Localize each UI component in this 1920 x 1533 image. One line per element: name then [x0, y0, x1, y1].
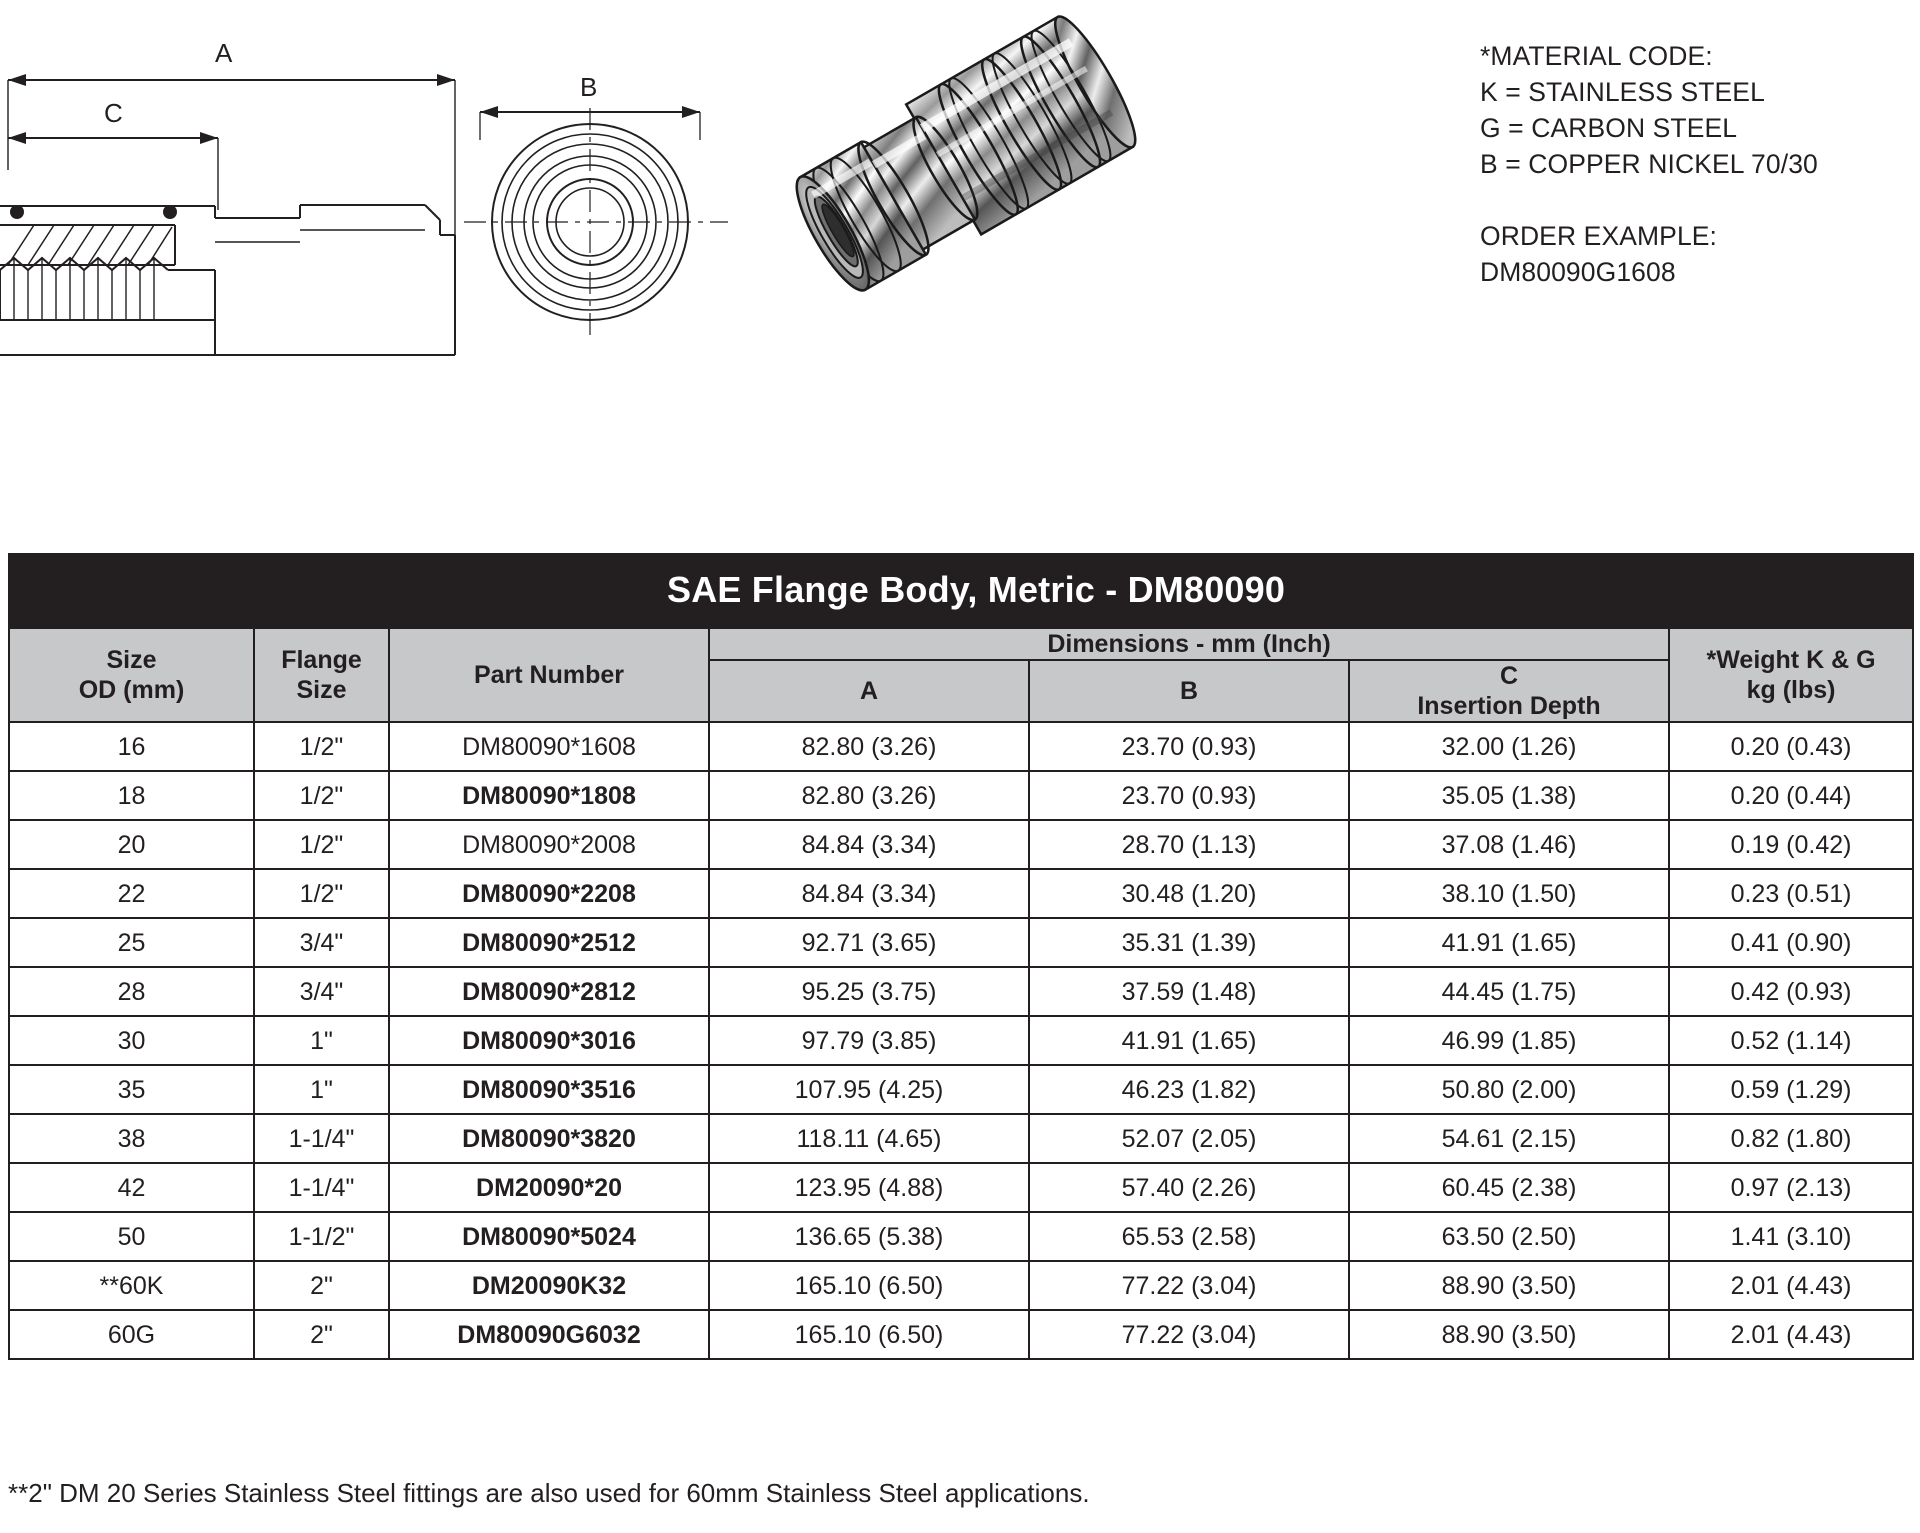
cell-weight: 0.97 (2.13): [1669, 1163, 1913, 1212]
table-title: SAE Flange Body, Metric - DM80090: [9, 554, 1913, 628]
spec-table-container: [8, 553, 1912, 1360]
cell-part-number: DM80090*2812: [389, 967, 709, 1016]
cell-dim-a: 95.25 (3.75): [709, 967, 1029, 1016]
cell-size-od: 50: [9, 1212, 254, 1261]
cell-flange-size: 1": [254, 1016, 389, 1065]
material-code-g: G = CARBON STEEL: [1480, 113, 1738, 143]
cell-size-od: **60K: [9, 1261, 254, 1310]
table-row: [9, 820, 1913, 869]
table-row: [9, 722, 1913, 771]
cell-part-number: DM80090*2208: [389, 869, 709, 918]
cell-part-number: DM80090*2008: [389, 820, 709, 869]
cell-dim-b: 23.70 (0.93): [1029, 771, 1349, 820]
cell-weight: 0.52 (1.14): [1669, 1016, 1913, 1065]
header-flange-size-line2: Size: [296, 676, 347, 704]
cell-weight: 0.19 (0.42): [1669, 820, 1913, 869]
cell-weight: 0.59 (1.29): [1669, 1065, 1913, 1114]
order-example-value: DM80090G1608: [1480, 257, 1676, 287]
cell-weight: 2.01 (4.43): [1669, 1310, 1913, 1359]
cell-dim-b: 77.22 (3.04): [1029, 1310, 1349, 1359]
header-flange-size: [254, 628, 389, 722]
cell-dim-c: 88.90 (3.50): [1349, 1261, 1669, 1310]
cell-part-number: DM20090*20: [389, 1163, 709, 1212]
cell-dim-b: 37.59 (1.48): [1029, 967, 1349, 1016]
table-row: [9, 1065, 1913, 1114]
cell-flange-size: 1": [254, 1065, 389, 1114]
header-part-number: Part Number: [389, 628, 709, 722]
cell-part-number: DM20090K32: [389, 1261, 709, 1310]
header-size-od-line2: OD (mm): [78, 676, 185, 704]
cell-size-od: 16: [9, 722, 254, 771]
cell-flange-size: 1/2": [254, 820, 389, 869]
cell-dim-c: 38.10 (1.50): [1349, 869, 1669, 918]
cell-part-number: DM80090G6032: [389, 1310, 709, 1359]
cell-weight: 0.20 (0.43): [1669, 722, 1913, 771]
header-dim-c-line1: C: [1499, 662, 1519, 690]
cell-part-number: DM80090*3516: [389, 1065, 709, 1114]
cell-weight: 0.23 (0.51): [1669, 869, 1913, 918]
cell-dim-c: 37.08 (1.46): [1349, 820, 1669, 869]
cell-dim-a: 118.11 (4.65): [709, 1114, 1029, 1163]
cell-size-od: 28: [9, 967, 254, 1016]
header-weight-line1: *Weight K & G: [1706, 646, 1876, 674]
cell-dim-c: 35.05 (1.38): [1349, 771, 1669, 820]
table-title-row: [9, 554, 1913, 628]
table-row: [9, 1212, 1913, 1261]
cell-size-od: 18: [9, 771, 254, 820]
cell-flange-size: 1-1/2": [254, 1212, 389, 1261]
cell-flange-size: 1/2": [254, 869, 389, 918]
cell-dim-c: 54.61 (2.15): [1349, 1114, 1669, 1163]
cell-size-od: 42: [9, 1163, 254, 1212]
header-dim-c: [1349, 660, 1669, 722]
order-example-heading: ORDER EXAMPLE:: [1480, 221, 1718, 251]
table-body: [9, 722, 1913, 1359]
spacer: [1480, 182, 1900, 218]
cell-size-od: 30: [9, 1016, 254, 1065]
cell-flange-size: 2": [254, 1310, 389, 1359]
table-row: [9, 771, 1913, 820]
cell-weight: 0.20 (0.44): [1669, 771, 1913, 820]
header-dimensions-group: Dimensions - mm (Inch): [709, 628, 1669, 660]
cell-flange-size: 3/4": [254, 918, 389, 967]
cell-weight: 2.01 (4.43): [1669, 1261, 1913, 1310]
header-size-od: [9, 628, 254, 722]
cell-dim-c: 63.50 (2.50): [1349, 1212, 1669, 1261]
cell-dim-a: 82.80 (3.26): [709, 771, 1029, 820]
cell-dim-c: 41.91 (1.65): [1349, 918, 1669, 967]
cell-dim-c: 50.80 (2.00): [1349, 1065, 1669, 1114]
header-dim-c-line2: Insertion Depth: [1417, 692, 1601, 720]
spec-table: [8, 553, 1914, 1360]
cell-flange-size: 1-1/4": [254, 1163, 389, 1212]
cell-dim-c: 32.00 (1.26): [1349, 722, 1669, 771]
illustration-area: [0, 0, 1920, 430]
cell-part-number: DM80090*1608: [389, 722, 709, 771]
table-footnote: **2" DM 20 Series Stainless Steel fittings are also used for 60mm Stainless Steel applications.: [8, 1478, 1090, 1508]
cell-weight: 0.42 (0.93): [1669, 967, 1913, 1016]
cell-dim-b: 52.07 (2.05): [1029, 1114, 1349, 1163]
product-photo: [740, 10, 1200, 340]
cell-dim-b: 35.31 (1.39): [1029, 918, 1349, 967]
material-code-k: K = STAINLESS STEEL: [1480, 77, 1765, 107]
table-head: [9, 554, 1913, 722]
header-dim-a: A: [709, 660, 1029, 722]
cell-dim-a: 82.80 (3.26): [709, 722, 1029, 771]
cell-dim-c: 60.45 (2.38): [1349, 1163, 1669, 1212]
dimension-label-a: A: [215, 38, 233, 68]
header-row-1: [9, 628, 1913, 660]
cell-size-od: 25: [9, 918, 254, 967]
material-code-heading: *MATERIAL CODE:: [1480, 41, 1713, 71]
cell-part-number: DM80090*3016: [389, 1016, 709, 1065]
table-row: [9, 918, 1913, 967]
table-row: [9, 1016, 1913, 1065]
cell-dim-c: 44.45 (1.75): [1349, 967, 1669, 1016]
cell-dim-a: 84.84 (3.34): [709, 820, 1029, 869]
cell-dim-b: 41.91 (1.65): [1029, 1016, 1349, 1065]
cell-size-od: 60G: [9, 1310, 254, 1359]
cell-dim-b: 23.70 (0.93): [1029, 722, 1349, 771]
dimension-label-c: C: [104, 98, 123, 128]
header-size-od-line1: Size: [106, 646, 157, 674]
table-row: [9, 1310, 1913, 1359]
cell-flange-size: 1-1/4": [254, 1114, 389, 1163]
cell-size-od: 35: [9, 1065, 254, 1114]
cell-part-number: DM80090*2512: [389, 918, 709, 967]
cell-dim-b: 57.40 (2.26): [1029, 1163, 1349, 1212]
cell-dim-a: 165.10 (6.50): [709, 1261, 1029, 1310]
table-row: [9, 1261, 1913, 1310]
cell-dim-c: 88.90 (3.50): [1349, 1310, 1669, 1359]
cell-dim-a: 84.84 (3.34): [709, 869, 1029, 918]
cell-part-number: DM80090*3820: [389, 1114, 709, 1163]
table-row: [9, 967, 1913, 1016]
header-dim-b: B: [1029, 660, 1349, 722]
cell-dim-a: 97.79 (3.85): [709, 1016, 1029, 1065]
cell-dim-c: 46.99 (1.85): [1349, 1016, 1669, 1065]
cell-flange-size: 1/2": [254, 722, 389, 771]
cell-dim-a: 165.10 (6.50): [709, 1310, 1029, 1359]
cell-weight: 1.41 (3.10): [1669, 1212, 1913, 1261]
cell-weight: 0.41 (0.90): [1669, 918, 1913, 967]
cell-weight: 0.82 (1.80): [1669, 1114, 1913, 1163]
header-flange-size-line1: Flange: [281, 646, 362, 674]
cell-part-number: DM80090*5024: [389, 1212, 709, 1261]
cell-dim-a: 107.95 (4.25): [709, 1065, 1029, 1114]
cell-dim-a: 123.95 (4.88): [709, 1163, 1029, 1212]
cell-dim-a: 92.71 (3.65): [709, 918, 1029, 967]
material-code-b: B = COPPER NICKEL 70/30: [1480, 149, 1818, 179]
header-weight: [1669, 628, 1913, 722]
header-weight-line2: kg (lbs): [1746, 676, 1836, 704]
drawing-side-section-view: [0, 20, 470, 360]
cell-dim-b: 28.70 (1.13): [1029, 820, 1349, 869]
dimension-label-b: B: [580, 72, 598, 102]
cell-dim-b: 77.22 (3.04): [1029, 1261, 1349, 1310]
cell-dim-b: 46.23 (1.82): [1029, 1065, 1349, 1114]
table-row: [9, 1114, 1913, 1163]
cell-flange-size: 2": [254, 1261, 389, 1310]
cell-size-od: 38: [9, 1114, 254, 1163]
cell-part-number: DM80090*1808: [389, 771, 709, 820]
table-row: [9, 869, 1913, 918]
cell-dim-a: 136.65 (5.38): [709, 1212, 1029, 1261]
cell-dim-b: 65.53 (2.58): [1029, 1212, 1349, 1261]
cell-size-od: 20: [9, 820, 254, 869]
table-row: [9, 1163, 1913, 1212]
cell-flange-size: 3/4": [254, 967, 389, 1016]
cell-size-od: 22: [9, 869, 254, 918]
drawing-end-view: [450, 70, 740, 360]
spec-notes-block: [1480, 38, 1900, 290]
cell-flange-size: 1/2": [254, 771, 389, 820]
cell-dim-b: 30.48 (1.20): [1029, 869, 1349, 918]
